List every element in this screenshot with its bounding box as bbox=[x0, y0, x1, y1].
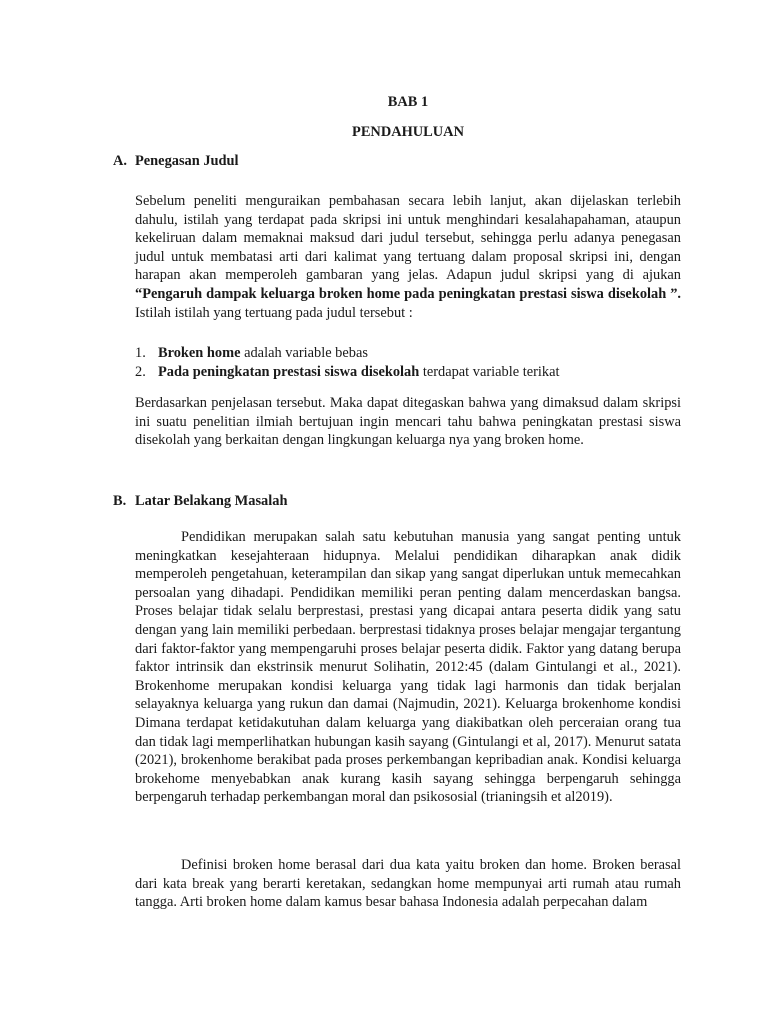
section-a-para1-text: Sebelum peneliti menguraikan pembahasan secara lebih lanjut, akan dijelaskan terlebih dahulu, istilah yang terdapat pada skripsi ini untuk menghindari kesalahapahaman, ataupun kekeliruan dalam memaknai maksud dari judul tersebut, sehingga perlu adanya penegasan judul untuk membatasi arti dari kalimat yang tertuang dalam proposal skripsi ini, dengan harapan akan memperoleh gambaran yang jelas. Adapun judul skripsi yang di ajukan bbox=[135, 193, 681, 284]
section-a-thesis-title: “Pengaruh dampak keluarga broken home pada peningkatan prestasi siswa disekolah ”. bbox=[135, 285, 681, 302]
list-item-text: terdapat variable terikat bbox=[419, 363, 560, 380]
section-a-title: Penegasan Judul bbox=[135, 153, 239, 169]
section-b-paragraph-2: Definisi broken home berasal dari dua kata yaitu broken dan home. Broken berasal dari kata break yang berarti keretakan, sedangkan home mempunyai arti rumah atau rumah tangga. Arti broken home dalam kamus besar bahasa Indonesia adalah perpecahan dalam bbox=[135, 857, 681, 911]
chapter-title: PENDAHULUAN bbox=[352, 124, 464, 140]
section-a-letter: A. bbox=[113, 153, 127, 169]
section-b-letter: B. bbox=[113, 493, 127, 509]
list-item-term: Broken home bbox=[158, 345, 241, 361]
chapter-number: BAB 1 bbox=[387, 94, 429, 110]
list-item bbox=[135, 344, 681, 363]
section-b-paragraph-1: Pendidikan merupakan salah satu kebutuhan manusia yang sangat penting untuk meningkatkan kesejahteraan hidupnya. Melalui pendidikan diharapkan anak didik memperoleh pengetahuan, keterampilan dan sikap yang sangat diperlukan untuk memecahkan persoalan yang dihadapi. Pendidikan memiliki peran penting dalam mencerdaskan bangsa. Proses belajar tidak selalu berprestasi, prestasi yang dicapai antara peserta didik yang satu dengan yang lain memiliki perbedaan. berprestasi tidaknya proses belajar mengajar tergantung dari faktor-faktor yang mempengaruhi proses belajar peserta didik. Faktor yang datang berupa faktor intrinsik dan ekstrinsik menurut Solihatin, 2012:45 (dalam Gintulangi et al., 2021). Brokenhome merupakan kondisi keluarga yang tidak lagi harmonis dan tidak berjalan selayaknya keluarga yang rukun dan damai (Najmudin, 2021). Keluarga brokenhome kondisi Dimana terdapat ketidakutuhan dalam keluarga yang diakibatkan oleh perceraian orang tua dan tidak lagi memperlihatkan hubungan kasih sayang (Gintulangi et al, 2017). Menurut satata (2021), brokenhome berakibat pada proses perkembangan kepribadian anak. Kondisi keluarga brokehome menyebabkan anak kurang kasih sayang sehingga berpengaruh sehingga berpengaruh terhadap perkembangan moral dan psikososial (trianingsih et al2019). bbox=[135, 529, 681, 806]
section-a-heading bbox=[113, 152, 239, 171]
list-item bbox=[135, 363, 681, 382]
list-item-number: 2. bbox=[135, 363, 146, 380]
section-b-title: Latar Belakang Masalah bbox=[135, 493, 288, 509]
list-item-number: 1. bbox=[135, 345, 146, 361]
section-b-heading bbox=[113, 492, 287, 511]
section-a-paragraph-1 bbox=[135, 192, 681, 322]
term-list bbox=[135, 344, 681, 381]
list-item-term: Pada peningkatan prestasi siswa disekolah bbox=[158, 363, 420, 380]
section-a-para1-tail: Istilah istilah yang tertuang pada judul tersebut : bbox=[135, 304, 413, 321]
section-a-paragraph-2: Berdasarkan penjelasan tersebut. Maka dapat ditegaskan bahwa yang dimaksud dalam skripsi ini suatu penelitian ilmiah bertujuan ingin mencari tahu bahwa peningkatan prestasi siswa disekolah yang berkaitan dengan lingkungan keluarga nya yang broken home. bbox=[135, 395, 681, 449]
list-item-text: adalah variable bebas bbox=[240, 345, 368, 361]
